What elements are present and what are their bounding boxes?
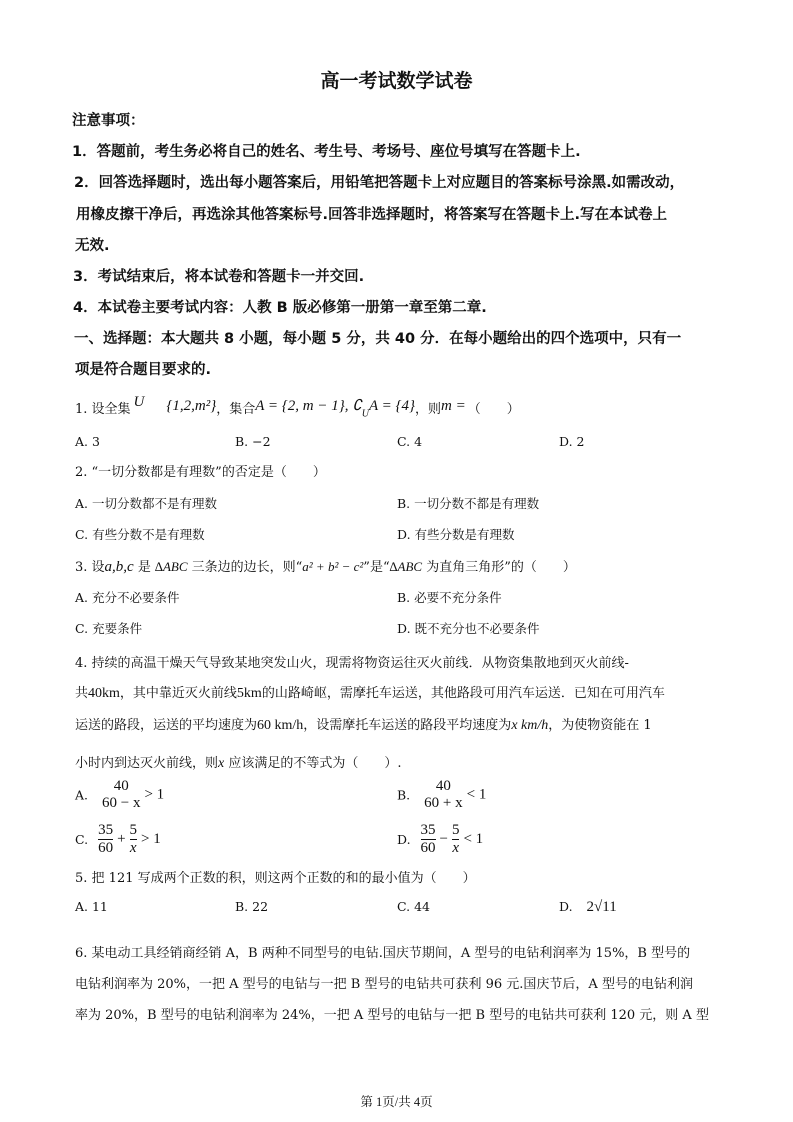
question-3-stem <box>75 556 576 576</box>
q4-option-d <box>397 822 483 857</box>
q4-l3-text-c: ，设需摩托车运送的路段平均速度为 <box>303 718 512 733</box>
q4-option-b-relation: < 1 <box>466 786 487 803</box>
q4-total-distance: 40km <box>88 686 120 701</box>
q4-option-d-fraction-1 <box>421 822 436 857</box>
q4-option-d-fraction-2 <box>452 822 460 857</box>
q3-triangle: ∆ABC <box>154 559 188 574</box>
q4-line-3 <box>75 714 652 734</box>
q4-option-b-denominator: 60 + x <box>424 795 463 811</box>
q4-option-a <box>75 778 164 812</box>
q4-option-a-fraction <box>102 778 140 812</box>
q4-motorbike-speed: x km/h <box>511 718 549 733</box>
q5-option-d-value: 2√11 <box>586 899 617 915</box>
q4-option-d-operator: − <box>439 831 448 847</box>
section-1-heading-line-2: 项是符合题目要求的. <box>75 362 212 378</box>
q4-option-d-den-2: x <box>452 840 460 856</box>
q4-option-a-label: A. <box>75 787 89 803</box>
q4-option-b <box>397 778 486 812</box>
notice-item-2-line-3: 无效. <box>75 238 110 254</box>
q4-option-c-fraction-2 <box>130 822 138 857</box>
q4-car-speed: 60 km/h <box>257 718 304 733</box>
notice-item-2-line-1: 2．回答选择题时，选出每小题答案后，用铅笔把答题卡上对应题目的答案标号涂黑.如需改动， <box>74 175 685 191</box>
q4-option-b-label: B. <box>397 787 411 803</box>
notice-heading: 注意事项： <box>72 113 145 129</box>
q6-line-1: 6. 某电动工具经销商经销 A，B 两种不同型号的电钻.国庆节期间，A 型号的电钻利润率为 15%，B 型号的 <box>75 946 691 961</box>
q3-text-1: 3. 设 <box>75 560 105 575</box>
q4-line-1: 4. 持续的高温干燥天气导致某地突发山火，现需将物资运往灭火前线．从物资集散地到灭火前线- <box>75 656 629 671</box>
q1-answer-blank: （ ） <box>467 402 520 417</box>
q6-line-3: 率为 20%，B 型号的电钻利润率为 24%，一把 A 型号的电钻与一把 B 型号的电钻共可获利 120 元，则 A 型 <box>75 1008 709 1023</box>
q3-option-b: B. 必要不充分条件 <box>397 590 502 605</box>
page-title: 高一考试数学试卷 <box>320 70 473 92</box>
q5-option-a: A. 11 <box>75 899 108 914</box>
section-1-heading-line-1: 一、选择题：本大题共 8 小题，每小题 5 分，共 40 分．在每小题给出的四个选项中，只有一 <box>74 331 682 347</box>
q4-option-c-den-2: x <box>129 840 137 856</box>
q1-suffix: ，则 <box>415 402 442 417</box>
q4-line-2 <box>75 682 665 702</box>
q4-line-4 <box>75 752 402 772</box>
q4-l2-text-e: 的山路崎岖，需摩托车运送，其他路段可用汽车运送．已知在可用汽车 <box>261 686 665 701</box>
q4-option-c-num-2: 5 <box>129 822 138 838</box>
q1-set-a-expr: A = {2, m − 1}, ∁ <box>255 398 362 414</box>
q4-option-d-label: D. <box>397 832 411 847</box>
q3-vars: a,b,c <box>104 559 134 575</box>
q4-l3-text-e: ，为使物资能在 1 <box>548 718 652 733</box>
q4-option-d-num-1: 35 <box>420 822 436 838</box>
q1-option-c: C. 4 <box>397 434 423 449</box>
q4-option-b-fraction <box>424 778 462 812</box>
question-1-stem <box>75 394 520 420</box>
q2-option-d: D. 有些分数是有理数 <box>397 527 515 542</box>
question-2-stem: 2. “一切分数都是有理数”的否定是（ ） <box>75 465 326 480</box>
q4-l4-text-c: 应该满足的不等式为（ ）. <box>224 756 402 771</box>
q4-option-b-numerator: 40 <box>435 778 451 794</box>
q1-universal-set-var: U <box>133 394 145 410</box>
notice-item-1: 1．答题前，考生务必将自己的姓名、考生号、考场号、座位号填写在答题卡上. <box>72 144 581 160</box>
q4-option-c-operator: + <box>117 831 126 847</box>
q4-option-c-num-1: 35 <box>98 822 114 838</box>
q4-option-c-relation: > 1 <box>141 831 161 847</box>
q3-text-3: 三条边的边长，则“ <box>187 560 303 575</box>
q3-equation: a² + b² − c² <box>302 559 364 574</box>
q1-prefix: 1. 设全集 <box>75 402 131 417</box>
q2-option-a: A. 一切分数都不是有理数 <box>75 496 217 511</box>
q1-option-d: D. 2 <box>559 434 585 449</box>
q2-option-b: B. 一切分数不都是有理数 <box>397 496 540 511</box>
q4-option-a-denominator: 60 − x <box>102 795 141 811</box>
q4-l3-text-a: 运送的路段，运送的平均速度为 <box>75 718 258 733</box>
q4-option-a-numerator: 40 <box>113 778 129 794</box>
q4-option-d-num-2: 5 <box>451 822 460 838</box>
q4-l4-text-a: 小时内到达灭火前线，则 <box>75 756 219 771</box>
notice-item-2-line-2: 用橡皮擦干净后，再选涂其他答案标号.回答非选择题时，将答案写在答题卡上.写在本试卷上 <box>76 207 668 223</box>
q4-l2-text-a: 共 <box>75 686 89 701</box>
notice-item-4: 4．本试卷主要考试内容：人教 B 版必修第一册第一章至第二章. <box>73 300 487 316</box>
q4-option-c <box>75 822 161 857</box>
q1-mid-text: ，集合 <box>216 402 256 417</box>
q4-option-c-den-1: 60 <box>98 840 114 856</box>
q1-complement-subscript: U <box>361 408 369 420</box>
q3-text-2: 是 <box>133 560 155 575</box>
q2-option-c: C. 有些分数不是有理数 <box>75 527 205 542</box>
question-5-stem: 5. 把 121 写成两个正数的积，则这两个正数的和的最小值为（ ） <box>75 871 476 886</box>
q4-option-d-den-1: 60 <box>420 840 436 856</box>
q4-var-x: x <box>218 756 225 771</box>
q1-universal-set: {1,2,m²} <box>166 398 217 414</box>
q3-option-a: A. 充分不必要条件 <box>75 590 180 605</box>
q4-mountain-distance: 5km <box>236 686 262 701</box>
q1-option-a: A. 3 <box>75 434 100 449</box>
q4-option-c-fraction-1 <box>98 822 113 857</box>
q3-option-c: C. 充要条件 <box>75 621 143 636</box>
q3-option-d: D. 既不充分也不必要条件 <box>397 621 540 636</box>
notice-item-3: 3．考试结束后，将本试卷和答题卡一并交回. <box>73 269 365 285</box>
q4-option-a-relation: > 1 <box>144 786 165 803</box>
q4-option-d-relation: < 1 <box>463 831 484 847</box>
page-footer: 第 1页/共 4页 <box>360 1095 433 1109</box>
q5-option-d-label: D. <box>559 899 573 914</box>
q1-m-var: m = <box>441 398 466 414</box>
q3-text-4: ”是“ <box>363 560 390 575</box>
q4-option-c-label: C. <box>75 832 89 847</box>
q4-l2-text-c: ，其中靠近灭火前线 <box>119 686 237 701</box>
q6-line-2: 电钻利润率为 20%，一把 A 型号的电钻与一把 B 型号的电钻共可获利 96 元.国庆节后，A 型号的电钻利润 <box>75 977 693 992</box>
q5-option-d <box>559 899 617 916</box>
q3-text-5: 为直角三角形”的（ ） <box>422 560 576 575</box>
q5-option-c: C. 44 <box>397 899 430 914</box>
q3-triangle-2: ∆ABC <box>389 559 423 574</box>
q5-option-b: B. 22 <box>235 899 269 914</box>
q1-option-b: B. −2 <box>235 434 271 449</box>
q1-complement-result: A = {4} <box>368 398 415 414</box>
